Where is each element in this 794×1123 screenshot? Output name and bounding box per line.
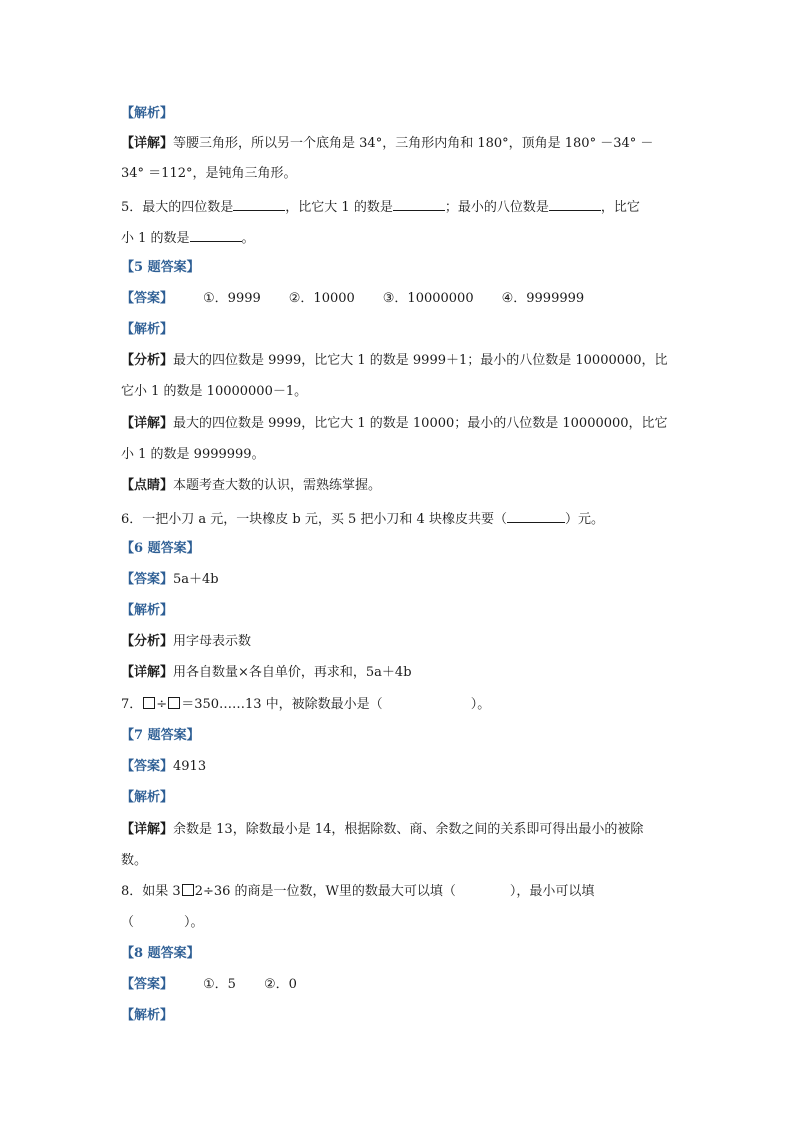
answer-heading-7: 【7 题答案】 — [121, 728, 200, 743]
question-8-line-1: 8．如果 3 2÷36 的商是一位数，W里的数最大可以填（ ），最小可以填 — [121, 884, 595, 899]
dianjing-line-5: 【点睛】本题考查大数的认识，需熟练掌握。 — [121, 478, 382, 493]
answer-line-5: 【答案】 ①．9999 ②．10000 ③．10000000 ④．9999999 — [121, 291, 585, 306]
answer-heading-6: 【6 题答案】 — [121, 541, 200, 556]
answer-line-8: 【答案】 ①．5 ②．0 — [121, 977, 297, 992]
answer-blank[interactable] — [233, 196, 285, 211]
analysis-heading-8: 【解析】 — [121, 1008, 174, 1023]
analysis-heading-6: 【解析】 — [121, 603, 174, 618]
analysis-heading-5: 【解析】 — [121, 322, 174, 337]
answer-blank[interactable] — [190, 227, 242, 242]
answer-heading-5: 【5 题答案】 — [121, 260, 200, 275]
question-8-line-2: （ ）。 — [121, 915, 204, 930]
detail-line-2: 34° ＝112°，是钝角三角形。 — [121, 166, 297, 181]
analysis-heading: 【解析】 — [121, 106, 174, 121]
analysis-heading-7: 【解析】 — [121, 790, 174, 805]
answer-blank[interactable] — [549, 196, 601, 211]
answer-blank[interactable] — [393, 196, 445, 211]
question-7: 7． ÷ ＝350……13 中，被除数最小是（ ）。 — [121, 697, 491, 712]
xiangjie-line-7b: 数。 — [121, 853, 148, 868]
answer-blank[interactable] — [507, 508, 565, 523]
question-6: 6．一把小刀 a 元，一块橡皮 b 元，买 5 把小刀和 4 块橡皮共要（ ）元。 — [121, 508, 681, 530]
question-5-line-1: 5．最大的四位数是 ，比它大 1 的数是 ；最小的八位数是 ，比它 — [121, 196, 681, 218]
answer-line-7: 【答案】4913 — [121, 759, 207, 774]
fenxi-line-6: 【分析】用字母表示数 — [121, 634, 252, 649]
box-placeholder — [143, 697, 155, 709]
xiangjie-line-6: 【详解】用各自数量×各自单价，再求和，5a＋4b — [121, 665, 412, 680]
answer-line-6: 【答案】5a＋4b — [121, 572, 219, 587]
answer-heading-8: 【8 题答案】 — [121, 946, 200, 961]
fenxi-line-5: 【分析】最大的四位数是 9999，比它大 1 的数是 9999＋1；最小的八位数是 10000000，比 — [121, 353, 668, 368]
box-placeholder — [168, 697, 180, 709]
fenxi-line-5b: 它小 1 的数是 10000000－1。 — [121, 384, 308, 399]
xiangjie-line-5: 【详解】最大的四位数是 9999，比它大 1 的数是 10000；最小的八位数是 10000000，比它 — [121, 416, 668, 431]
xiangjie-line-5b: 小 1 的数是 9999999。 — [121, 447, 265, 462]
box-placeholder — [182, 884, 194, 896]
detail-line-1: 【详解】等腰三角形，所以另一个底角是 34°，三角形内角和 180°，顶角是 180° －34° － — [121, 136, 654, 151]
question-5-line-2: 小 1 的数是 。 — [121, 227, 681, 249]
xiangjie-line-7: 【详解】余数是 13，除数最小是 14，根据除数、商、余数之间的关系即可得出最小的被除 — [121, 822, 644, 837]
